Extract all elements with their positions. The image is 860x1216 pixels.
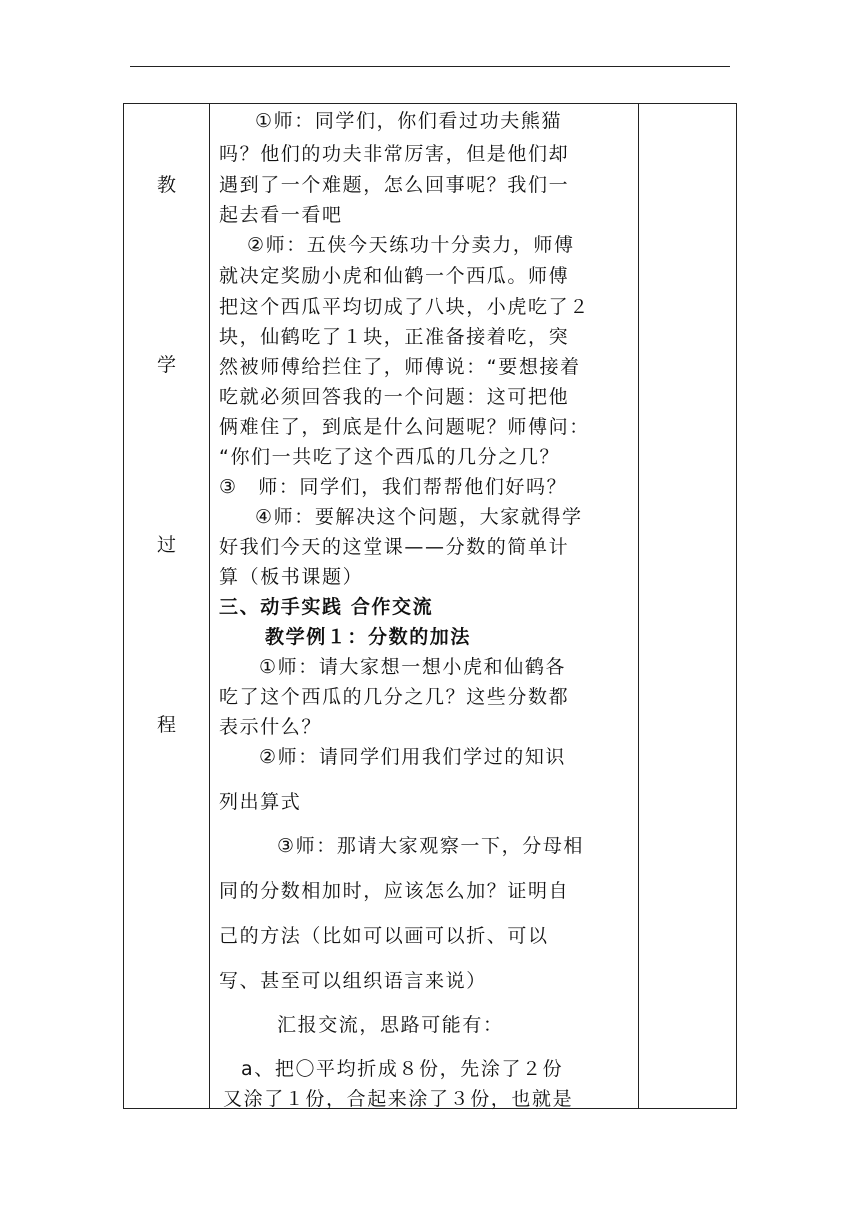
content-line: 遇到了一个难题，怎么回事呢？我们一 (219, 174, 570, 196)
content-line: ③师：那请大家观察一下，分母相 (277, 835, 585, 857)
side-label-guo: 过 (156, 534, 176, 556)
content-line: 写、甚至可以组织语言来说） (219, 970, 487, 992)
content-line: ④师：要解决这个问题，大家就得学 (255, 506, 583, 528)
content-line: 块，仙鹤吃了１块，正准备接着吃，突 (219, 326, 570, 348)
content-line: 算（板书课题） (219, 566, 364, 588)
content-line: 同的分数相加时，应该怎么加？证明自 (219, 880, 570, 902)
content-line: 汇报交流，思路可能有： (277, 1014, 504, 1036)
content-line: ①师：请大家想一想小虎和仙鹤各 (259, 656, 567, 678)
example-heading: 教学例１：分数的加法 (265, 626, 472, 648)
side-label-cheng: 程 (156, 714, 176, 736)
side-label-xue: 学 (156, 354, 176, 376)
content-line: 把这个西瓜平均切成了八块，小虎吃了２ (219, 296, 590, 318)
lesson-table (123, 103, 737, 1109)
content-line: 俩难住了，到底是什么问题呢？师傅问： (219, 416, 590, 438)
content-line: 好我们今天的这堂课——分数的简单计 (219, 536, 570, 558)
notes-column (639, 104, 736, 1108)
content-line: 又涂了１份，合起来涂了３份，也就是 (223, 1088, 574, 1110)
side-label-jiao: 教 (156, 174, 176, 196)
content-line: ①师：同学们，你们看过功夫熊猫 (255, 110, 563, 132)
content-line: 就决定奖励小虎和仙鹤一个西瓜。师傅 (219, 265, 570, 287)
section-heading: 三、动手实践 合作交流 (219, 596, 434, 618)
content-line: 表示什么？ (219, 716, 323, 738)
page-header-rule (130, 66, 730, 67)
content-line: 列出算式 (219, 791, 302, 813)
column-divider-left (209, 104, 210, 1108)
content-line: 起去看一看吧 (219, 204, 343, 226)
content-line: 吃就必须回答我的一个问题：这可把他 (219, 386, 570, 408)
content-line: 然被师傅给拦住了，师傅说：“要想接着 (219, 356, 581, 378)
content-line: ②师：五侠今天练功十分卖力，师傅 (247, 234, 575, 256)
content-line: “你们一共吃了这个西瓜的几分之几？ (219, 446, 561, 468)
content-line: 吗？他们的功夫非常厉害，但是他们却 (219, 143, 570, 165)
content-line: ②师：请同学们用我们学过的知识 (259, 746, 567, 768)
content-line: a、把〇平均折成８份，先涂了２份 (241, 1058, 564, 1080)
content-line: 己的方法（比如可以画可以折、可以 (219, 925, 549, 947)
content-line: 吃了这个西瓜的几分之几？这些分数都 (219, 686, 570, 708)
content-line: ③ 师：同学们，我们帮帮他们好吗？ (219, 476, 568, 498)
